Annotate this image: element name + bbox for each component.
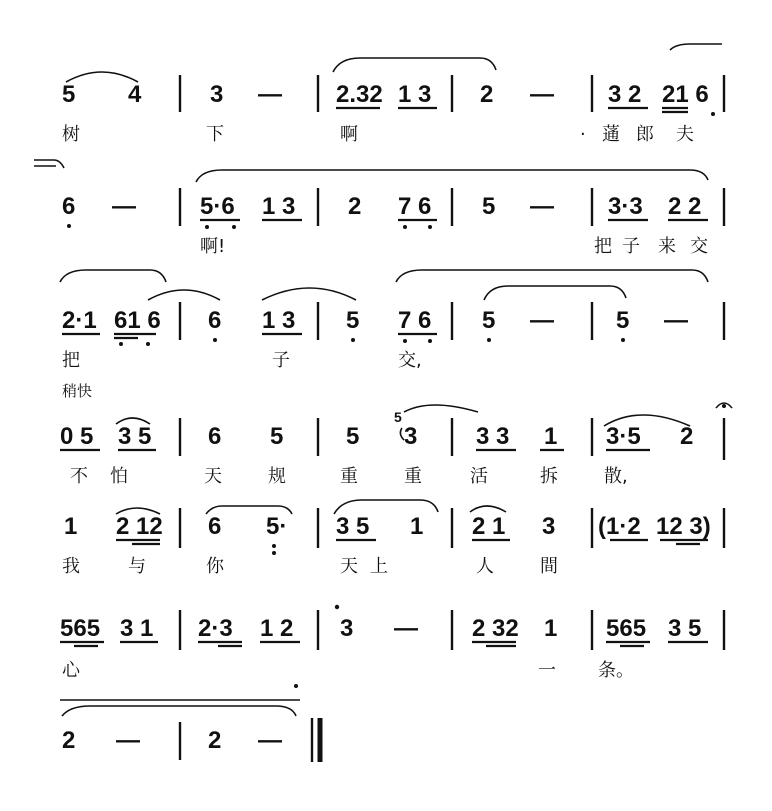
note: 2·3 xyxy=(198,615,233,642)
note: 2 xyxy=(62,727,76,754)
lyric: 郎 xyxy=(636,124,654,145)
note: 5· xyxy=(266,513,288,540)
note: 2 xyxy=(480,81,494,108)
lyric: 不 xyxy=(70,466,88,487)
note: (1·2 xyxy=(598,513,641,540)
slur xyxy=(62,706,296,716)
note: 7 6 xyxy=(398,193,432,220)
note: 61 6 xyxy=(114,307,161,334)
lyric: 把 xyxy=(62,350,80,371)
tie xyxy=(484,286,626,300)
system-2 xyxy=(34,160,724,257)
lyric: 天 xyxy=(204,466,222,487)
note: 3 xyxy=(340,615,354,642)
lyric: 上 xyxy=(370,556,388,577)
lyric: · xyxy=(580,124,586,145)
dash: — xyxy=(530,81,554,108)
system-6 xyxy=(60,605,724,681)
note: 2 xyxy=(680,423,694,450)
lyric: 天 xyxy=(340,556,358,577)
note: 2 1 xyxy=(472,513,506,540)
note: 6 xyxy=(62,193,76,220)
lyric: 重 xyxy=(340,466,358,487)
note: 3 xyxy=(404,423,418,450)
lyric: 一 xyxy=(538,660,556,681)
note: 1 3 xyxy=(398,81,432,108)
system-5 xyxy=(62,500,724,577)
lyric: 間 xyxy=(540,556,558,577)
octave-dot xyxy=(213,338,217,342)
note: 2 xyxy=(348,193,362,220)
note: 2.32 xyxy=(336,81,383,108)
octave-dot xyxy=(711,112,715,116)
note: 3 xyxy=(542,513,556,540)
dash: — xyxy=(258,81,282,108)
slur xyxy=(262,288,356,300)
dash: — xyxy=(258,727,282,754)
note: 2 2 xyxy=(668,193,702,220)
lyric: 把 xyxy=(594,236,612,257)
lyric: 子 xyxy=(622,236,640,257)
dash: — xyxy=(664,307,688,334)
dash: — xyxy=(112,193,136,220)
system-7 xyxy=(60,684,320,762)
slur xyxy=(148,290,220,300)
lyric: 散, xyxy=(604,466,628,487)
lyric: 拆 xyxy=(540,466,558,487)
note: 5·6 xyxy=(200,193,235,220)
note: 3 1 xyxy=(120,615,154,642)
lyric: 人 xyxy=(476,556,494,577)
note: 21 6 xyxy=(662,81,709,108)
note: 2·1 xyxy=(62,307,97,334)
note: 5 xyxy=(482,193,496,220)
note: 3·3 xyxy=(608,193,643,220)
lyric: 树 xyxy=(62,124,80,145)
lyric: 啊! xyxy=(200,236,226,257)
fermata-dot xyxy=(722,404,726,408)
octave-dot xyxy=(621,338,625,342)
system-1 xyxy=(62,44,724,145)
dash: — xyxy=(530,193,554,220)
octave-dot xyxy=(487,338,491,342)
note: 5 xyxy=(346,423,360,450)
dash: — xyxy=(530,307,554,334)
slur xyxy=(470,506,506,512)
note: 1 3 xyxy=(262,193,296,220)
note: 3 xyxy=(210,81,224,108)
note: 6 xyxy=(208,307,222,334)
octave-dot xyxy=(403,225,407,229)
octave-dot xyxy=(146,342,150,346)
tie xyxy=(670,44,722,50)
octave-dot xyxy=(272,544,276,548)
lyric: 与 xyxy=(128,556,146,577)
lyric: 交, xyxy=(398,350,422,371)
note: 1 2 xyxy=(260,615,294,642)
note: 1 3 xyxy=(262,307,296,334)
lyric: 条。 xyxy=(598,660,634,681)
note: 1 xyxy=(544,615,558,642)
note: 3 5 xyxy=(668,615,702,642)
note: 5 xyxy=(616,307,630,334)
octave-dot xyxy=(232,225,236,229)
octave-dot xyxy=(205,225,209,229)
note: 0 5 xyxy=(60,423,94,450)
lyric: 怕 xyxy=(110,466,128,487)
tempo-marking: 稍快 xyxy=(62,382,93,400)
octave-dot xyxy=(403,339,407,343)
slur xyxy=(196,170,708,182)
note: 2 xyxy=(208,727,222,754)
note: 6 xyxy=(208,513,222,540)
lyric: 活 xyxy=(470,466,488,487)
lyric: 心 xyxy=(62,660,80,681)
lyric: 你 xyxy=(206,556,224,577)
note: 5 xyxy=(62,81,76,108)
octave-dot xyxy=(272,551,276,555)
note: 1 xyxy=(410,513,424,540)
lyric: 下 xyxy=(206,124,224,145)
note: 565 xyxy=(606,615,647,642)
note: 565 xyxy=(60,615,101,642)
note: 3 5 xyxy=(336,513,370,540)
note: 5 xyxy=(270,423,284,450)
slur xyxy=(404,405,478,412)
note: 5 xyxy=(482,307,496,334)
slur xyxy=(60,270,166,282)
note: 4 xyxy=(128,81,142,108)
lyric: 交 xyxy=(690,236,708,257)
note: 1 xyxy=(544,423,558,450)
octave-dot xyxy=(119,342,123,346)
grace-note: 5 xyxy=(394,409,402,425)
lyric: 重 xyxy=(404,466,422,487)
system-3 xyxy=(60,270,724,400)
note: 2 32 xyxy=(472,615,519,642)
dash: — xyxy=(394,615,418,642)
note: 6 xyxy=(208,423,222,450)
note: 12 3) xyxy=(656,513,711,540)
note: 5 xyxy=(346,307,360,334)
note: 3·5 xyxy=(606,423,641,450)
note: 7 6 xyxy=(398,307,432,334)
slur xyxy=(334,500,438,514)
slur xyxy=(396,270,708,282)
lyric: 子 xyxy=(272,350,290,371)
system-4 xyxy=(60,403,732,487)
octave-dot xyxy=(294,684,298,688)
lyric: 夫 xyxy=(676,124,694,145)
note: 3 5 xyxy=(118,423,152,450)
octave-dot xyxy=(335,605,339,609)
lyric: 规 xyxy=(268,466,286,487)
note: 3 2 xyxy=(608,81,642,108)
lyric: 蓪 xyxy=(602,124,620,145)
dash: — xyxy=(116,727,140,754)
octave-dot xyxy=(428,339,432,343)
note: 3 3 xyxy=(476,423,510,450)
lyric: 啊 xyxy=(340,124,358,145)
octave-dot xyxy=(67,224,71,228)
note: 1 xyxy=(64,513,78,540)
lyric: 我 xyxy=(62,556,80,577)
lyric: 来 xyxy=(658,236,676,257)
slur xyxy=(333,58,496,72)
note: 2 12 xyxy=(116,513,163,540)
octave-dot xyxy=(428,225,432,229)
octave-dot xyxy=(351,338,355,342)
